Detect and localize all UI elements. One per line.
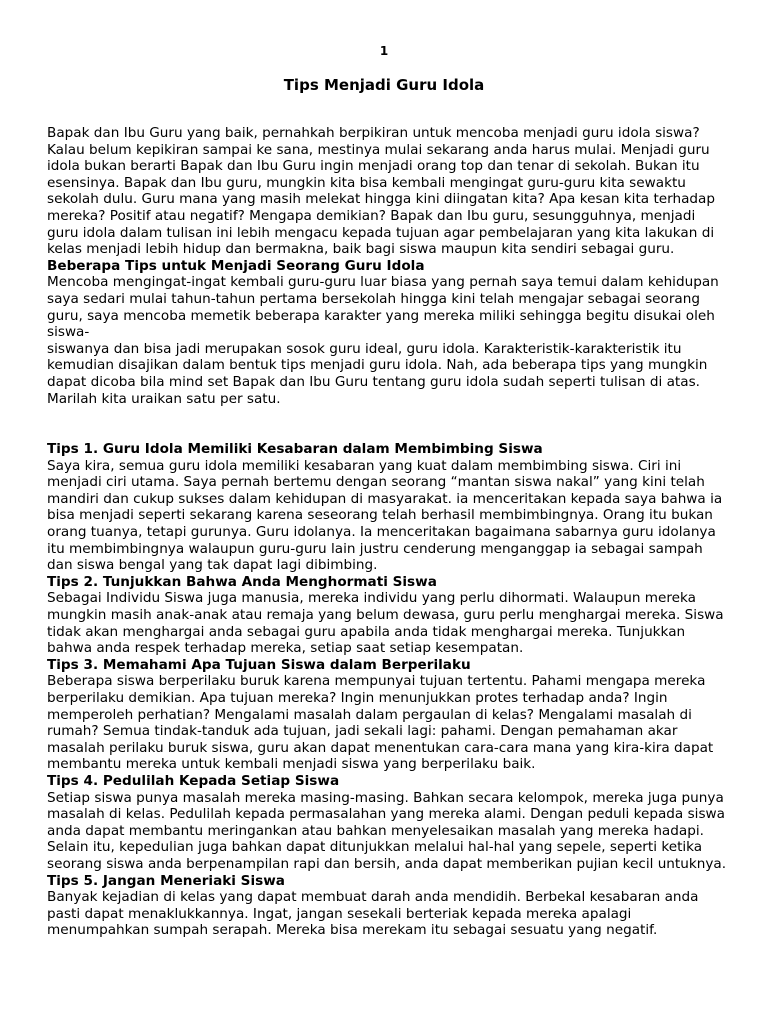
section-gap xyxy=(47,407,727,441)
section-heading: Beberapa Tips untuk Menjadi Seorang Guru Idola xyxy=(47,257,425,274)
tip-5-heading: Tips 5. Jangan Meneriaki Siswa xyxy=(47,872,285,889)
page-number: 1 xyxy=(379,44,389,58)
tip-4-heading: Tips 4. Pedulilah Kepada Setiap Siswa xyxy=(47,772,340,789)
section-paragraph-2: siswanya dan bisa jadi merupakan sosok guru ideal, guru idola. Karakteristik-karakteristik itu kemudian disajikan dalam bentuk tips menjadi guru idola. Nah, ada beberapa tips yang mungkin dapat dicoba bila mind set Bapak dan Ibu Guru tentang guru idola sudah seperti tulisan di atas. Marilah kita uraikan satu per satu. xyxy=(47,340,708,407)
tip-1-text: Saya kira, semua guru idola memiliki kesabaran yang kuat dalam membimbing siswa. Ciri ini menjadi ciri utama. Saya pernah bertemu dengan seorang “mantan siswa nakal” yang kini telah mandiri dan cukup sukses dalam kehidupan di masyarakat. ia menceritakan kepada saya bahwa ia bisa menjadi seperti sekarang karena seseorang telah berhasil membimbingnya. Orang itu bukan orang tuanya, tetapi gurunya. Guru idolanya. Ia menceritakan bagaimana sabarnya guru idolanya itu membimbingnya walaupun guru-guru lain justru cenderung menganggap ia sebagai sampah dan siswa bengal yang tak dapat lagi dibimbing. xyxy=(47,457,723,574)
tip-3-text: Beberapa siswa berperilaku buruk karena mempunyai tujuan tertentu. Pahami mengapa mereka berperilaku demikian. Apa tujuan mereka? Ingin menunjukkan protes terhadap anda? Ingin memperoleh perhatian? Mengalami masalah dalam pergaulan di kelas? Mengalami masalah di rumah? Semua tindak-tanduk ada tujuan, jadi sekali lagi: pahami. Dengan pemahaman akar masalah perilaku buruk siswa, guru akan dapat menentukan cara-cara mana yang kira-kira dapat membantu mereka untuk kembali menjadi siswa yang berperilaku baik. xyxy=(47,673,714,773)
section-paragraph-1: Mencoba mengingat-ingat kembali guru-guru luar biasa yang pernah saya temui dalam kehidupan saya sedari mulai tahun-tahun pertama bersekolah hingga kini telah mengajar sebagai seorang guru, saya mencoba memetik beberapa karakter yang mereka miliki sehingga begitu disukai oleh siswa- xyxy=(47,274,719,341)
tip-5-text: Banyak kejadian di kelas yang dapat membuat darah anda mendidih. Berbekal kesabaran anda pasti dapat menaklukkannya. Ingat, jangan sesekali berteriak kepada mereka apalagi menumpahkan sumpah serapah. Mereka bisa merekam itu sebagai sesuatu yang negatif. xyxy=(47,889,699,939)
document-title: Tips Menjadi Guru Idola xyxy=(283,76,485,94)
tip-1-heading: Tips 1. Guru Idola Memiliki Kesabaran dalam Membimbing Siswa xyxy=(47,441,543,458)
tip-4-text: Setiap siswa punya masalah mereka masing-masing. Bahkan secara kelompok, mereka juga punya masalah di kelas. Pedulilah kepada permasalahan yang mereka alami. Dengan peduli kepada siswa anda dapat membantu meringankan atau bahkan menyelesaikan masalah yang mereka hadapi. Selain itu, kepedulian juga bahkan dapat ditunjukkan melalui hal-hal yang sepele, seperti ketika seorang siswa anda berpenampilan rapi dan bersih, anda dapat memberikan pujian kecil untuknya. xyxy=(47,789,727,872)
intro-paragraph: Bapak dan Ibu Guru yang baik, pernahkah berpikiran untuk mencoba menjadi guru idola siswa? Kalau belum kepikiran sampai ke sana, mestinya mulai sekarang anda harus mulai. Menjadi guru idola bukan berarti Bapak dan Ibu Guru ingin menjadi orang top dan tenar di sekolah. Bukan itu esensinya. Bapak dan Ibu guru, mungkin kita bisa kembali mengingat guru-guru kita sewaktu sekolah dulu. Guru mana yang masih melekat hingga kini diingatan kita? Apa kesan kita terhadap mereka? Positif atau negatif? Mengapa demikian? Bapak dan Ibu guru, sesungguhnya, menjadi guru idola dalam tulisan ini lebih mengacu kepada tujuan agar pembelajaran yang kita lakukan di kelas menjadi lebih hidup dan bermakna, baik bagi siswa maupun kita sendiri sebagai guru. xyxy=(47,125,716,258)
tip-2-text: Sebagai Individu Siswa juga manusia, mereka individu yang perlu dihormati. Walaupun mereka mungkin masih anak-anak atau remaja yang belum dewasa, guru perlu menghargai mereka. Siswa tidak akan menghargai anda sebagai guru apabila anda tidak menghargai mereka. Tunjukkan bahwa anda respek terhadap mereka, setiap saat setiap kesempatan. xyxy=(47,590,724,657)
document-body xyxy=(47,125,727,939)
tip-2-heading: Tips 2. Tunjukkan Bahwa Anda Menghormati Siswa xyxy=(47,573,437,590)
tip-3-heading: Tips 3. Memahami Apa Tujuan Siswa dalam Berperilaku xyxy=(47,656,471,673)
